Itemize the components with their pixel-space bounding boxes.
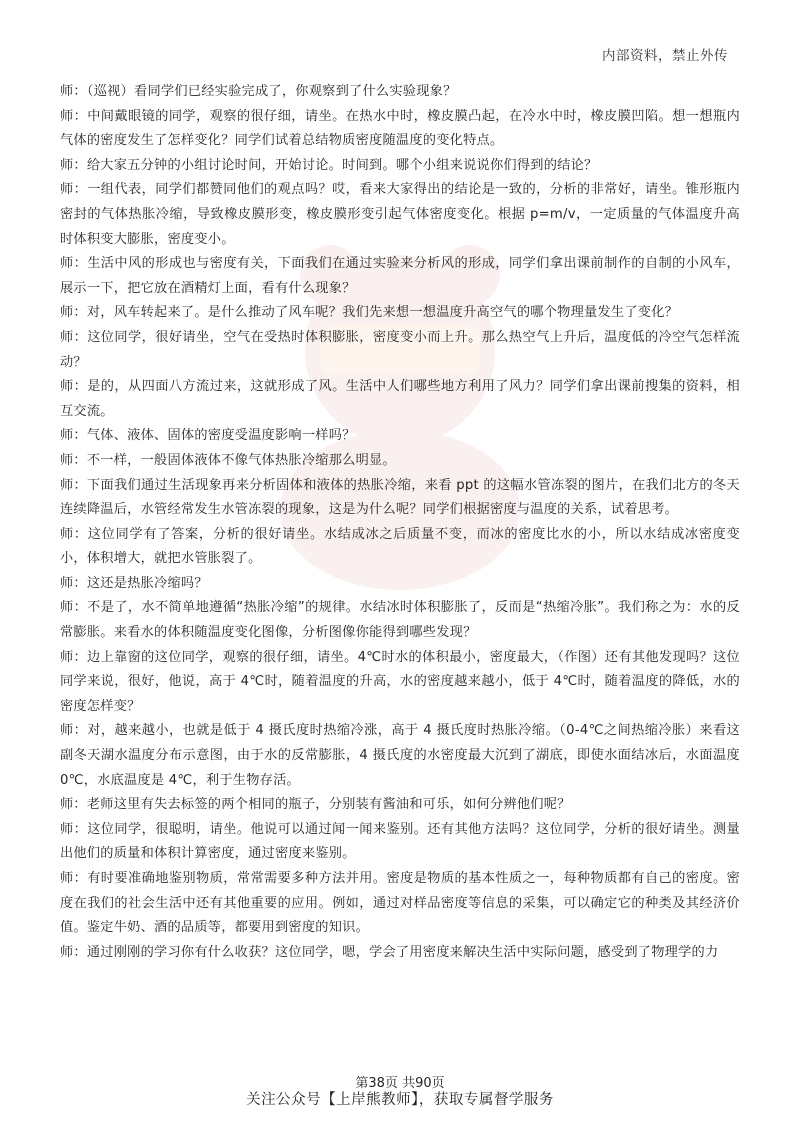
paragraph: 师：对，越来越小，也就是低于 4 摄氏度时热缩冷涨，高于 4 摄氏度时热胀冷缩。（0-4℃之间热缩冷胀）来看这副冬天湖水温度分布示意图，由于水的反常膨胀，4 摄氏度的水密度最大沉到了湖底，即使水面结冰后，水面温度 0℃，水底温度是 4℃，利于生物存活。 (60, 723, 740, 788)
paragraph: 师：不一样，一般固体液体不像气体热胀冷缩那么明显。 (60, 452, 396, 468)
paragraph: 师：中间戴眼镜的同学，观察的很仔细，请坐。在热水中时，橡皮膜凸起，在冷水中时，橡皮膜凹陷。想一想瓶内气体的密度发生了怎样变化？同学们试着总结物质密度随温度的变化特点。 (60, 108, 740, 149)
internal-notice: 内部资料，禁止外传 (602, 48, 728, 64)
paragraph: 师：有时要准确地鉴别物质，常常需要多种方法并用。密度是物质的基本性质之一，每种物质都有自己的密度。密度在我们的社会生活中还有其他重要的应用。例如，通过对样品密度等信息的采集，可以确定它的种类及其经济价值。鉴定牛奶、酒的品质等，都要用到密度的知识。 (60, 871, 740, 936)
paragraph: 师：不是了，水不简单地遵循“热胀冷缩”的规律。水结冰时体积膨胀了，反而是“热缩冷胀”。我们称之为：水的反常膨胀。来看水的体积随温度变化图像，分析图像你能得到哪些发现？ (60, 600, 740, 641)
page-number: 第38页 共90页 (355, 1076, 445, 1091)
paragraph: 师：这位同学，很聪明，请坐。他说可以通过闻一闻来鉴别。还有其他方法吗？这位同学，分析的很好请坐。测量出他们的质量和体积计算密度，通过密度来鉴别。 (60, 821, 740, 862)
paragraph: 师：这位同学有了答案，分析的很好请坐。水结成冰之后质量不变，而冰的密度比水的小，所以水结成冰密度变小，体积增大，就把水管胀裂了。 (60, 526, 740, 567)
paragraph: 师：给大家五分钟的小组讨论时间，开始讨论。时间到。哪个小组来说说你们得到的结论？ (60, 157, 598, 173)
footer-promo: 关注公众号【上岸熊教师】，获取专属督学服务 (246, 1092, 554, 1108)
paragraph: 师：通过刚刚的学习你有什么收获？这位同学，嗯，学会了用密度来解决生活中实际问题，感受到了物理学的力 (60, 944, 719, 960)
paragraph: 师：生活中风的形成也与密度有关，下面我们在通过实验来分析风的形成，同学们拿出课前制作的自制的小风车，展示一下，把它放在酒精灯上面，看有什么现象？ (60, 256, 740, 296)
paragraph: 师：边上靠窗的这位同学，观察的很仔细，请坐。4℃时水的体积最小，密度最大，（作图）还有其他发现吗？这位同学来说，很好，他说，高于 4℃时，随着温度的升高，水的密度越来越小，低于 4℃时，随着温度的降低，水的密度怎样变？ (60, 649, 740, 714)
lesson-transcript (60, 80, 740, 965)
paragraph: 师：（巡视）看同学们已经实验完成了，你观察到了什么实验现象？ (60, 84, 457, 99)
paragraph: 师：对，风车转起来了。是什么推动了风车呢？我们先来想一想温度升高空气的哪个物理量发生了变化？ (60, 305, 679, 321)
paragraph: 师：气体、液体、固体的密度受温度影响一样吗？ (60, 428, 356, 444)
paragraph: 师：一组代表，同学们都赞同他们的观点吗？哎，看来大家得出的结论是一致的，分析的非常好，请坐。锥形瓶内密封的气体热胀冷缩，导致橡皮膜形变，橡皮膜形变引起气体密度变化。根据 p=m/v，一定质量的气体温度升高时体积变大膨胀，密度变小。 (60, 182, 740, 247)
paragraph: 师：老师这里有失去标签的两个相同的瓶子，分别装有酱油和可乐，如何分辨他们呢？ (60, 797, 571, 813)
paragraph: 师：是的，从四面八方流过来，这就形成了风。生活中人们哪些地方利用了风力？同学们拿出课前搜集的资料，相互交流。 (60, 379, 740, 419)
paragraph: 师：下面我们通过生活现象再来分析固体和液体的热胀冷缩，来看 ppt 的这幅水管冻裂的图片，在我们北方的冬天连续降温后，水管经常发生水管冻裂的现象，这是为什么呢？同学们根据密度与温度的关系，试着思考。 (60, 477, 740, 518)
paragraph: 师：这位同学，很好请坐，空气在受热时体积膨胀，密度变小而上升。那么热空气上升后，温度低的冷空气怎样流动？ (60, 329, 740, 370)
paragraph: 师：这还是热胀冷缩吗？ (60, 575, 208, 591)
